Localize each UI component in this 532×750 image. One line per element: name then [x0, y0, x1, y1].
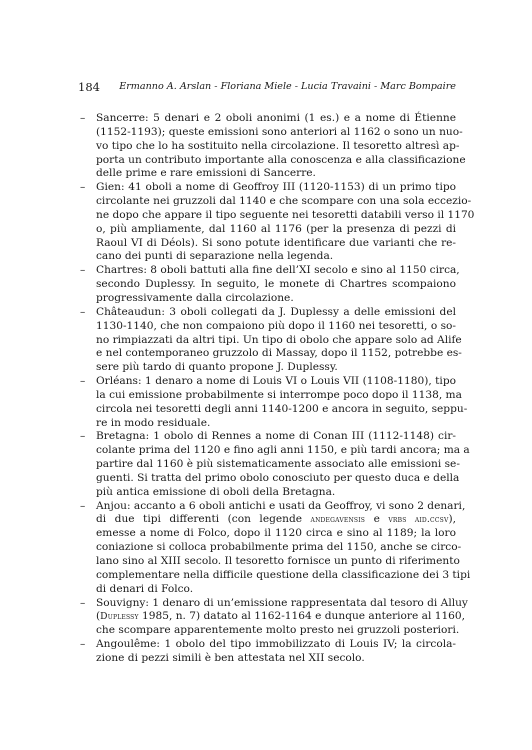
list-dash: – [80, 375, 86, 388]
text-line: o, più ampliamente, dal 1160 al 1176 (per la presenza di pezzi di [96, 222, 456, 235]
text-line: cano dei punti di separazione nella legenda. [96, 250, 334, 263]
text-line: più antica emissione di oboli della Bretagna. [96, 485, 336, 498]
text-line: colante prima del 1120 e fino agli anni 1150, e più tardi ancora; ma a [96, 444, 470, 457]
text-line: che scompare apparentemente molto presto nei gruzzoli posteriori. [96, 624, 460, 637]
text-line: coniazione si colloca probabilmente prima del 1150, anche se circo- [96, 541, 462, 554]
text-line: Bretagna: 1 obolo di Rennes a nome di Conan III (1112-1148) cir- [96, 430, 456, 443]
text-line: secondo Duplessy. In seguito, le monete di Chartres scompaiono [96, 278, 456, 291]
list-item [80, 181, 475, 264]
text-line: zione di pezzi simili è ben attestata nel XII secolo. [96, 651, 365, 664]
text-line: Chartres: 8 oboli battuti alla fine dell’XI secolo e sino al 1150 circa, [96, 264, 460, 277]
text-fragment: ), [448, 513, 456, 526]
page-number: 184 [78, 80, 100, 94]
text-line: partire dal 1160 è più sistematicamente associato alle emissioni se- [96, 458, 460, 471]
text-line: di denari di Folco. [96, 582, 194, 595]
text-line: Anjou: accanto a 6 oboli antichi e usati da Geoffroy, vi sono 2 denari, [96, 499, 466, 512]
text-line: circolante nei gruzzoli dal 1140 e che scompare con una sola eccezio- [96, 195, 472, 208]
text-line: porta un contributo importante alla conoscenza e alla classificazione [96, 153, 466, 166]
text-line: Gien: 41 oboli a nome di Geoffroy III (1120-1153) di un primo tipo [96, 181, 456, 194]
list-item [80, 264, 460, 306]
text-line: delle prime e rare emissioni di Sancerre. [96, 167, 316, 180]
text-line: emesse a nome di Folco, dopo il 1120 circa e sino al 1189; la loro [96, 527, 456, 540]
list-item [80, 375, 468, 430]
list-item [80, 499, 471, 597]
text-line: complementare nella difficile questione della classificazione dei 3 tipi [96, 568, 471, 581]
running-head: Ermanno A. Arslan - Floriana Miele - Lucia Travaini - Marc Bompaire [119, 81, 456, 92]
text-line: guenti. Si tratta del primo obolo conosciuto per questo duca e della [96, 471, 460, 484]
text-line: no rimpiazzati da altri tipi. Un tipo di obolo che appare solo ad Alife [96, 333, 462, 346]
list-dash: – [80, 499, 86, 512]
list-dash: – [80, 638, 86, 651]
text-line: la cui emissione probabilmente si interrompe poco dopo il 1138, ma [96, 388, 462, 401]
list-dash: – [80, 264, 86, 277]
list-dash: – [80, 430, 86, 443]
list-item [80, 596, 468, 639]
text-fragment: e [365, 513, 389, 526]
text-line: re in modo residuale. [96, 416, 211, 429]
text-line [96, 610, 466, 624]
list-dash: – [80, 305, 86, 318]
text-line: lano sino al XIII secolo. Il tesoretto fornisce un punto di riferimento [96, 555, 460, 567]
citation-author: Duplessy [100, 611, 139, 623]
list-item [80, 305, 462, 375]
text-line [96, 513, 456, 527]
list-dash: – [80, 596, 86, 609]
text-line: progressivamente dalla circolazione. [96, 291, 294, 304]
text-line: Angoulême: 1 obolo del tipo immobilizzato di Louis IV; la circola- [96, 638, 456, 651]
text-line: ne dopo che appare il tipo seguente nei tesoretti databili verso il 1170 [96, 208, 475, 221]
text-fragment: di due tipi differenti (con legende [96, 513, 311, 526]
text-line: (1152-1193); queste emissioni sono anteriori al 1162 o sono un nuo- [96, 125, 463, 138]
text-line: Raoul VI di Déols). Si sono potute identificare due varianti che re- [96, 236, 456, 249]
page-header [78, 80, 456, 98]
text-line: Châteaudun: 3 oboli collegati da J. Duplessy a delle emissioni del [96, 305, 456, 318]
text-line: e nel contemporaneo gruzzolo di Massay, dopo il 1152, potrebbe es- [96, 347, 462, 360]
text-line: sere più tardo di quanto propone J. Duplessy. [96, 361, 338, 374]
list-item [80, 112, 466, 181]
list-dash: – [80, 181, 86, 194]
legend-text: andegavensis [310, 514, 366, 526]
text-line: Souvigny: 1 denaro di un’emissione rappresentata dal tesoro di Alluy [96, 596, 468, 609]
text-line: Orléans: 1 denaro a nome di Louis VI o Louis VII (1108-1180), tipo [96, 375, 456, 388]
list-item [80, 638, 456, 666]
text-line: vo tipo che lo ha sostituito nella circolazione. Il tesoretto altresì ap- [96, 139, 460, 152]
text-line: 1130-1140, che non compaiono più dopo il 1160 nei tesoretti, o so- [96, 319, 456, 332]
text-fragment: ( [96, 610, 101, 623]
text-line: Sancerre: 5 denari e 2 oboli anonimi (1 es.) e a nome di Étienne [96, 112, 456, 124]
legend-text: vrbs aid.ccsv [388, 514, 449, 526]
entry-list [80, 112, 475, 666]
text-fragment: 1985, n. 7) datato al 1162-1164 e dunque anteriore al 1160, [138, 610, 466, 623]
list-dash: – [80, 112, 86, 124]
list-item [80, 430, 470, 499]
text-line: circola nei tesoretti degli anni 1140-1200 e ancora in seguito, seppu- [96, 402, 468, 415]
